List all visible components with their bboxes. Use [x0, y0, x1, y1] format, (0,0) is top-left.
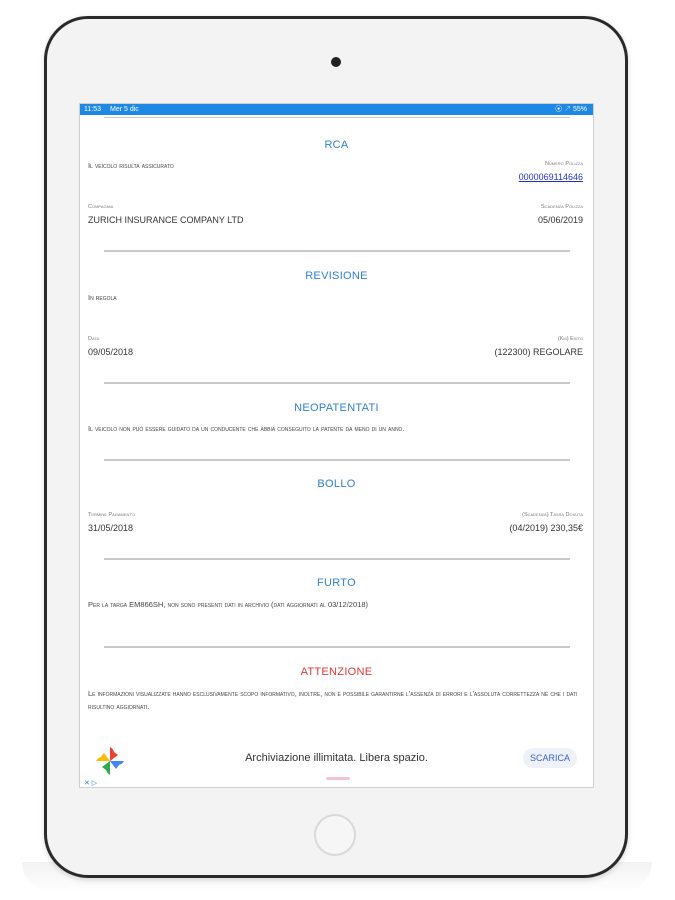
expiry-label: Scadenza Polizza — [541, 204, 583, 210]
rca-status: Il veicolo risulta assicurato — [88, 161, 174, 170]
furto-text: Per la targa EM866SH, non sono presenti dati in archivio (dati aggiornati al 03/12/2018) — [88, 600, 368, 609]
ad-indicator — [326, 777, 350, 780]
bollo-tax-label: (Scadenza) Tassa Dovuta — [522, 512, 583, 518]
top-divider — [104, 117, 570, 118]
revisione-title: REVISIONE — [305, 270, 368, 282]
policy-number-label: Numero Polizza — [544, 161, 583, 167]
neopatentati-title: NEOPATENTATI — [294, 402, 379, 414]
attenzione-text: Le informazioni visualizzate hanno esclusivamente scopo informativo, inoltre, non è possibile garantirne l'assenza di errori e l'assoluta correttezza né che i dati risultino aggiornati. — [88, 689, 578, 711]
divider — [104, 459, 570, 461]
status-date: Mer 5 dic — [110, 106, 139, 113]
revisione-date-value: 09/05/2018 — [88, 347, 134, 357]
status-bar — [80, 104, 593, 115]
status-time: 11:53 — [84, 106, 101, 113]
camera-icon — [331, 57, 341, 67]
policy-number-link[interactable]: 0000069114646 — [518, 172, 583, 182]
bollo-term-label: Termine Pagamento — [88, 512, 135, 518]
expiry-value: 05/06/2019 — [537, 215, 583, 225]
rca-title: RCA — [324, 139, 349, 151]
adchoices-icon[interactable]: ✕ ▷ — [84, 780, 98, 787]
company-value: ZURICH INSURANCE COMPANY LTD — [88, 215, 244, 225]
bollo-tax-value: (04/2019) 230,35€ — [509, 523, 583, 533]
divider — [104, 558, 570, 560]
status-indicators: ⦿ ↗ 55% — [555, 106, 587, 113]
bollo-title: BOLLO — [317, 478, 356, 490]
revisione-km-label: (Km) Esito — [557, 336, 583, 342]
ad-text: Archiviazione illimitata. Libera spazio. — [245, 752, 428, 764]
company-label: Compagnia — [88, 204, 114, 210]
neopatentati-text: Il veicolo non può essere guidato da un conducente che abbia conseguito la patente da meno di un anno. — [88, 424, 405, 433]
bollo-term-value: 31/05/2018 — [88, 523, 134, 533]
screen — [79, 103, 594, 788]
revisione-date-label: Data — [88, 336, 100, 342]
attenzione-title: ATTENZIONE — [300, 666, 373, 678]
divider — [104, 250, 570, 252]
divider — [104, 646, 570, 648]
ad-banner[interactable] — [80, 735, 593, 788]
revisione-status: In regola — [88, 293, 117, 302]
revisione-km-value: (122300) REGOLARE — [494, 347, 583, 357]
divider — [104, 382, 570, 384]
home-button[interactable] — [314, 814, 356, 856]
download-button[interactable]: SCARICA — [523, 748, 577, 768]
furto-title: FURTO — [317, 577, 356, 589]
